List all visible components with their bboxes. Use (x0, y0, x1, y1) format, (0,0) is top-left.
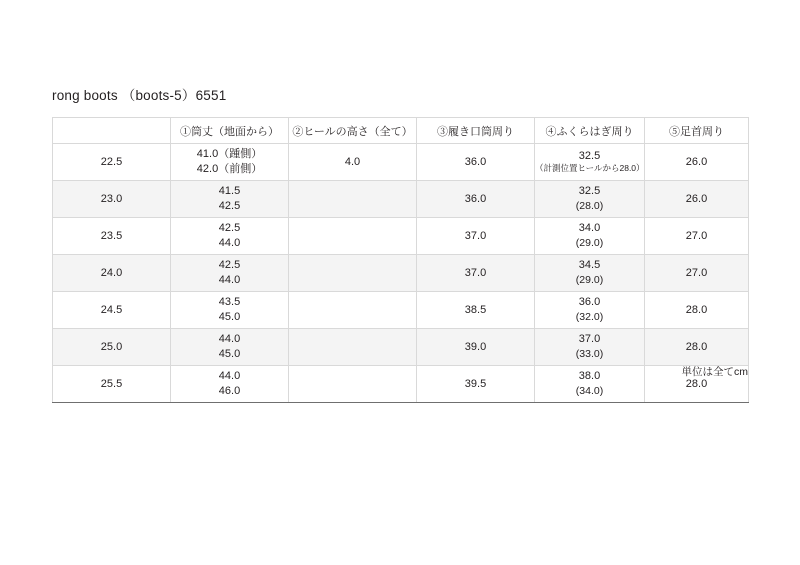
cell-shaft-height (171, 218, 289, 255)
cell-opening-circumference: 37.0 (417, 255, 535, 292)
shaft-main-value: 41.0（踵側） (196, 148, 263, 161)
cell-ankle-circumference: 27.0 (645, 218, 749, 255)
cell-shaft-height (171, 144, 289, 181)
shaft-main-value: 42.5 (218, 222, 241, 235)
calf-measure-note: (28.0) (575, 200, 604, 213)
table-header-row (53, 118, 749, 144)
cell-calf-circumference (535, 181, 645, 218)
calf-value: 34.5 (578, 259, 601, 272)
shaft-main-value: 44.0 (218, 370, 241, 383)
cell-ankle-circumference: 26.0 (645, 181, 749, 218)
cell-size: 25.5 (53, 366, 171, 403)
table-header (53, 118, 749, 144)
table-row (53, 255, 749, 292)
cell-ankle-circumference: 27.0 (645, 255, 749, 292)
table-row (53, 329, 749, 366)
cell-shaft-height (171, 292, 289, 329)
table-row (53, 181, 749, 218)
shaft-main-value: 41.5 (218, 185, 241, 198)
page-title: rong boots （boots-5）6551 (52, 88, 227, 103)
cell-heel-height: 4.0 (289, 144, 417, 181)
table-row (53, 292, 749, 329)
column-header-ankle-circumference: ⑤足首周り (645, 118, 749, 144)
cell-shaft-height (171, 255, 289, 292)
calf-measure-note: （計測位置ヒールから28.0） (535, 163, 645, 174)
cell-ankle-circumference: 28.0 (645, 329, 749, 366)
cell-calf-circumference (535, 255, 645, 292)
column-header-calf-circumference: ④ふくらはぎ周り (535, 118, 645, 144)
shaft-main-value: 42.5 (218, 259, 241, 272)
calf-measure-note: (33.0) (575, 348, 604, 361)
calf-value: 34.0 (578, 222, 601, 235)
cell-heel-height (289, 181, 417, 218)
size-spec-table-wrap (52, 117, 748, 403)
shaft-main-value: 43.5 (218, 296, 241, 309)
calf-value: 36.0 (578, 296, 601, 309)
size-spec-table (52, 117, 749, 403)
cell-heel-height (289, 255, 417, 292)
calf-value: 37.0 (578, 333, 601, 346)
shaft-sub-value: 46.0 (218, 385, 241, 397)
cell-opening-circumference: 36.0 (417, 144, 535, 181)
cell-heel-height (289, 292, 417, 329)
cell-shaft-height (171, 329, 289, 366)
cell-calf-circumference (535, 329, 645, 366)
calf-value: 38.0 (578, 370, 601, 383)
shaft-sub-value: 44.0 (218, 237, 241, 249)
cell-heel-height (289, 329, 417, 366)
cell-opening-circumference: 39.0 (417, 329, 535, 366)
cell-size: 24.0 (53, 255, 171, 292)
cell-ankle-circumference: 28.0 (645, 292, 749, 329)
shaft-sub-value: 42.5 (218, 200, 241, 212)
column-header-opening-circumference: ③履き口筒周り (417, 118, 535, 144)
column-header-size (53, 118, 171, 144)
calf-value: 32.5 (578, 149, 601, 162)
calf-measure-note: (32.0) (575, 311, 604, 324)
shaft-main-value: 44.0 (218, 333, 241, 346)
cell-size: 22.5 (53, 144, 171, 181)
cell-calf-circumference (535, 218, 645, 255)
shaft-sub-value: 44.0 (218, 274, 241, 286)
cell-calf-circumference (535, 292, 645, 329)
table-row (53, 218, 749, 255)
calf-measure-note: (34.0) (575, 385, 604, 398)
cell-size: 23.5 (53, 218, 171, 255)
unit-note: 単位は全てcm (681, 366, 748, 378)
calf-measure-note: (29.0) (575, 274, 604, 287)
column-header-shaft-height: ①筒丈（地面から） (171, 118, 289, 144)
shaft-sub-value: 45.0 (218, 311, 241, 323)
cell-size: 24.5 (53, 292, 171, 329)
shaft-sub-value: 42.0（前側） (196, 163, 263, 175)
table-row (53, 144, 749, 181)
cell-size: 25.0 (53, 329, 171, 366)
cell-ankle-circumference: 26.0 (645, 144, 749, 181)
cell-opening-circumference: 36.0 (417, 181, 535, 218)
column-header-heel-height: ②ヒールの高さ（全て） (289, 118, 417, 144)
cell-opening-circumference: 37.0 (417, 218, 535, 255)
cell-heel-height (289, 218, 417, 255)
cell-ankle-circumference: 28.0 (645, 366, 749, 403)
cell-opening-circumference: 39.5 (417, 366, 535, 403)
cell-opening-circumference: 38.5 (417, 292, 535, 329)
cell-size: 23.0 (53, 181, 171, 218)
cell-shaft-height (171, 181, 289, 218)
calf-measure-note: (29.0) (575, 237, 604, 250)
calf-value: 32.5 (578, 185, 601, 198)
shaft-sub-value: 45.0 (218, 348, 241, 360)
cell-calf-circumference (535, 144, 645, 181)
